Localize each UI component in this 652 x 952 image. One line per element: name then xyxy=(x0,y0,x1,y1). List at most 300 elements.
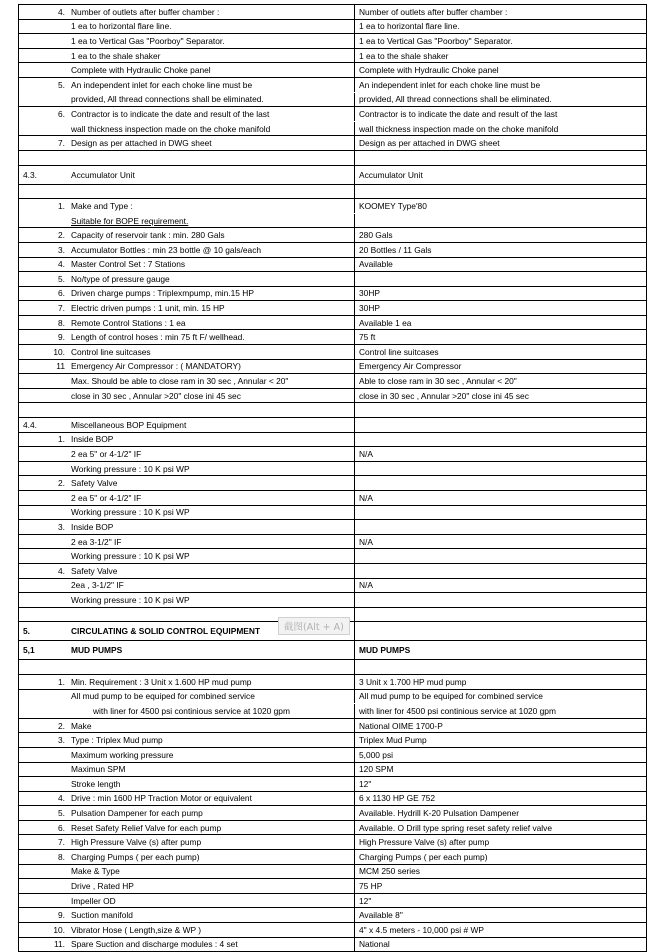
table-row xyxy=(19,360,646,375)
requirement-text: Spare Suction and discharge modules : 4 set xyxy=(71,939,238,950)
offered-cell xyxy=(355,641,646,659)
requirement-cell xyxy=(19,506,355,520)
offered-cell xyxy=(355,748,646,762)
offered-text: Contractor is to indicate the date and result of the last xyxy=(359,108,558,119)
offered-cell xyxy=(355,228,646,242)
requirement-cell xyxy=(19,835,355,849)
offered-cell xyxy=(355,593,646,607)
item-number: 5. xyxy=(58,273,65,284)
table-row xyxy=(19,374,646,389)
offered-text: close in 30 sec , Annular >20" close ini 45 sec xyxy=(359,390,529,401)
offered-text: Able to close ram in 30 sec , Annular < 20" xyxy=(359,376,517,387)
offered-cell xyxy=(355,374,646,388)
requirement-cell xyxy=(19,330,355,344)
requirement-cell xyxy=(19,199,355,213)
requirement-text: No/type of pressure gauge xyxy=(71,273,170,284)
offered-text: Available. O Drill type spring reset safety relief valve xyxy=(359,822,553,833)
requirement-text: Vibrator Hose ( Length,size & WP ) xyxy=(71,924,202,935)
requirement-cell xyxy=(19,579,355,593)
requirement-text: 2 ea 5" or 4-1/2" IF xyxy=(71,492,142,503)
offered-cell xyxy=(355,908,646,922)
offered-cell xyxy=(355,258,646,272)
requirement-text: Make & Type xyxy=(71,866,120,877)
table-row xyxy=(19,938,646,952)
requirement-cell xyxy=(19,403,355,417)
requirement-cell xyxy=(19,20,355,34)
offered-text: 1 ea to horizontal flare line. xyxy=(359,21,460,32)
requirement-cell xyxy=(19,660,355,674)
requirement-text: Min. Requirement : 3 Unit x 1.600 HP mud pump xyxy=(71,676,252,687)
item-number: 3. xyxy=(58,244,65,255)
offered-cell xyxy=(355,733,646,747)
requirement-cell xyxy=(19,641,355,659)
requirement-text: with liner for 4500 psi continious service at 1020 gpm xyxy=(93,705,290,716)
requirement-cell xyxy=(19,166,355,184)
requirement-text: Inside BOP xyxy=(71,521,114,532)
offered-text: Accumulator Unit xyxy=(359,169,423,180)
offered-cell xyxy=(355,777,646,791)
offered-text: High Pressure Valve (s) after pump xyxy=(359,837,490,848)
item-number: 11 xyxy=(56,361,65,372)
requirement-text: Stroke length xyxy=(71,778,121,789)
offered-text: National xyxy=(359,939,390,950)
offered-cell xyxy=(355,78,646,92)
table-row xyxy=(19,719,646,734)
table-row xyxy=(19,228,646,243)
table-row xyxy=(19,136,646,151)
requirement-text: Charging Pumps ( per each pump) xyxy=(71,851,200,862)
item-number: 1. xyxy=(58,434,65,445)
offered-cell xyxy=(355,675,646,689)
offered-cell xyxy=(355,660,646,674)
requirement-text: Driven charge pumps : Triplexmpump, min.15 HP xyxy=(71,288,254,299)
requirement-text: 1 ea to Vertical Gas "Poorboy" Separator. xyxy=(71,35,225,46)
offered-cell xyxy=(355,418,646,432)
offered-text: 30HP xyxy=(359,303,380,314)
offered-cell xyxy=(355,923,646,937)
offered-text: 20 Bottles / 11 Gals xyxy=(359,244,432,255)
table-row xyxy=(19,462,646,477)
item-number: 8. xyxy=(58,851,65,862)
table-row xyxy=(19,107,646,122)
offered-text: All mud pump to be equiped for combined service xyxy=(359,691,543,702)
offered-text: Available. Hydrill K-20 Pulsation Dampener xyxy=(359,808,519,819)
offered-text: Charging Pumps ( per each pump) xyxy=(359,851,488,862)
offered-text: provided, All thread connections shall be eliminated. xyxy=(359,94,552,105)
offered-text: 12" xyxy=(359,778,372,789)
offered-cell xyxy=(355,301,646,315)
requirement-cell xyxy=(19,763,355,777)
requirement-text: 1 ea to horizontal flare line. xyxy=(71,21,172,32)
item-number: 6. xyxy=(58,108,65,119)
item-number: 9. xyxy=(58,910,65,921)
item-number: 11. xyxy=(53,939,65,950)
table-row xyxy=(19,34,646,49)
offered-text: Emergency Air Compressor xyxy=(359,361,462,372)
offered-cell xyxy=(355,433,646,447)
requirement-text: Make xyxy=(71,720,92,731)
offered-text: 280 Gals xyxy=(359,230,393,241)
requirement-cell xyxy=(19,258,355,272)
item-number: 6. xyxy=(58,288,65,299)
requirement-text: 2ea , 3-1/2" IF xyxy=(71,580,124,591)
requirement-cell xyxy=(19,433,355,447)
requirement-cell xyxy=(19,447,355,461)
item-number: 6. xyxy=(58,822,65,833)
offered-text: An independent inlet for each choke line must be xyxy=(359,79,541,90)
requirement-text: Complete with Hydraulic Choke panel xyxy=(71,65,211,76)
offered-cell xyxy=(355,806,646,820)
requirement-cell xyxy=(19,938,355,952)
offered-cell xyxy=(355,622,646,640)
item-number: 4. xyxy=(58,259,65,270)
offered-text: N/A xyxy=(359,449,373,460)
table-row xyxy=(19,821,646,836)
table-row xyxy=(19,258,646,273)
offered-cell xyxy=(355,564,646,578)
requirement-cell xyxy=(19,879,355,893)
item-number: 4. xyxy=(58,793,65,804)
table-row xyxy=(19,491,646,506)
table-row xyxy=(19,243,646,258)
requirement-cell xyxy=(19,704,355,718)
requirement-cell xyxy=(19,894,355,908)
offered-cell xyxy=(355,166,646,184)
requirement-cell xyxy=(19,301,355,315)
requirement-cell xyxy=(19,360,355,374)
requirement-cell xyxy=(19,374,355,388)
requirement-text: Working pressure : 10 K psi WP xyxy=(71,594,190,605)
requirement-text: Impeller OD xyxy=(71,895,116,906)
offered-cell xyxy=(355,316,646,330)
offered-cell xyxy=(355,214,646,228)
offered-cell xyxy=(355,476,646,490)
offered-text: National OIME 1700-P xyxy=(359,720,443,731)
table-row xyxy=(19,476,646,491)
offered-text: Number of outlets after buffer chamber : xyxy=(359,6,508,17)
offered-cell xyxy=(355,151,646,165)
requirement-cell xyxy=(19,719,355,733)
requirement-text: Maximum working pressure xyxy=(71,749,174,760)
requirement-cell xyxy=(19,93,355,107)
requirement-text: provided, All thread connections shall be eliminated. xyxy=(71,94,264,105)
requirement-text: Maximun SPM xyxy=(71,764,126,775)
requirement-text: Electric driven pumps : 1 unit, min. 15 HP xyxy=(71,303,225,314)
offered-cell xyxy=(355,185,646,199)
requirement-text: Capacity of reservoir tank : min. 280 Gals xyxy=(71,230,225,241)
table-row xyxy=(19,579,646,594)
offered-text: with liner for 4500 psi continious service at 1020 gpm xyxy=(359,705,556,716)
offered-text: Available xyxy=(359,259,393,270)
requirement-text: Working pressure : 10 K psi WP xyxy=(71,463,190,474)
table-row xyxy=(19,549,646,564)
offered-text: 1 ea to Vertical Gas "Poorboy" Separator. xyxy=(359,35,513,46)
offered-text: N/A xyxy=(359,536,373,547)
requirement-text: Accumulator Bottles : min 23 bottle @ 10 gals/each xyxy=(71,244,262,255)
offered-text: Available 1 ea xyxy=(359,317,412,328)
requirement-cell xyxy=(19,122,355,136)
table-row xyxy=(19,763,646,778)
table-row xyxy=(19,879,646,894)
table-row xyxy=(19,78,646,93)
offered-text: wall thickness inspection made on the choke manifold xyxy=(359,123,559,134)
requirement-cell xyxy=(19,389,355,403)
requirement-text: Accumulator Unit xyxy=(71,169,135,180)
requirement-cell xyxy=(19,733,355,747)
requirement-cell xyxy=(19,151,355,165)
item-number: 5. xyxy=(58,79,65,90)
requirement-cell xyxy=(19,462,355,476)
requirement-cell xyxy=(19,821,355,835)
offered-text: Triplex Mud Pump xyxy=(359,735,427,746)
requirement-cell xyxy=(19,78,355,92)
item-number: 4. xyxy=(58,6,65,17)
offered-cell xyxy=(355,243,646,257)
offered-text: Control line suitcases xyxy=(359,346,439,357)
offered-cell xyxy=(355,879,646,893)
requirement-cell xyxy=(19,5,355,19)
requirement-text: CIRCULATING & SOLID CONTROL EQUIPMENT xyxy=(71,626,261,637)
requirement-text: Design as per attached in DWG sheet xyxy=(71,138,212,149)
offered-cell xyxy=(355,136,646,150)
item-number: 2. xyxy=(58,230,65,241)
requirement-text: Max. Should be able to close ram in 30 sec , Annular < 20" xyxy=(71,376,289,387)
item-number: 7. xyxy=(58,138,65,149)
requirement-cell xyxy=(19,243,355,257)
table-row xyxy=(19,748,646,763)
offered-cell xyxy=(355,763,646,777)
table-row xyxy=(19,733,646,748)
offered-cell xyxy=(355,20,646,34)
offered-cell xyxy=(355,34,646,48)
offered-cell xyxy=(355,345,646,359)
table-row xyxy=(19,20,646,35)
offered-cell xyxy=(355,506,646,520)
table-row xyxy=(19,199,646,214)
table-row xyxy=(19,93,646,108)
offered-text: 12" xyxy=(359,895,372,906)
requirement-text: Control line suitcases xyxy=(71,346,151,357)
spacer-row xyxy=(19,660,646,675)
offered-cell xyxy=(355,549,646,563)
item-number: 2. xyxy=(58,478,65,489)
screenshot-hint-overlay: 截图(Alt + A) xyxy=(278,617,350,635)
offered-cell xyxy=(355,792,646,806)
requirement-text: MUD PUMPS xyxy=(71,645,123,656)
offered-cell xyxy=(355,938,646,952)
offered-cell xyxy=(355,850,646,864)
requirement-cell xyxy=(19,748,355,762)
requirement-text: Contractor is to indicate the date and result of the last xyxy=(71,108,270,119)
item-number: 3. xyxy=(58,735,65,746)
table-row xyxy=(19,506,646,521)
offered-text: MCM 250 series xyxy=(359,866,420,877)
requirement-text: High Pressure Valve (s) after pump xyxy=(71,837,202,848)
offered-cell xyxy=(355,865,646,879)
offered-cell xyxy=(355,5,646,19)
item-number: 7. xyxy=(58,837,65,848)
table-row xyxy=(19,593,646,608)
requirement-text: Suitable for BOPE requirement. xyxy=(71,215,189,226)
requirement-cell xyxy=(19,865,355,879)
requirement-text: wall thickness inspection made on the choke manifold xyxy=(71,123,271,134)
requirement-text: Working pressure : 10 K psi WP xyxy=(71,507,190,518)
requirement-text: Length of control hoses : min 75 ft F/ wellhead. xyxy=(71,332,245,343)
offered-cell xyxy=(355,107,646,121)
table-row xyxy=(19,777,646,792)
table-row xyxy=(19,63,646,78)
table-row xyxy=(19,923,646,938)
offered-text: 75 HP xyxy=(359,881,383,892)
requirement-cell xyxy=(19,535,355,549)
offered-cell xyxy=(355,63,646,77)
offered-cell xyxy=(355,360,646,374)
requirement-cell xyxy=(19,214,355,228)
table-row xyxy=(19,122,646,137)
requirement-text: Emergency Air Compressor : ( MANDATORY) xyxy=(71,361,241,372)
requirement-cell xyxy=(19,491,355,505)
offered-cell xyxy=(355,704,646,718)
requirement-text: An independent inlet for each choke line must be xyxy=(71,79,253,90)
offered-cell xyxy=(355,122,646,136)
table-row xyxy=(19,908,646,923)
offered-cell xyxy=(355,462,646,476)
offered-text: 5,000 psi xyxy=(359,749,393,760)
table-row xyxy=(19,564,646,579)
requirement-text: close in 30 sec , Annular >20" close ini 45 sec xyxy=(71,390,241,401)
item-number: 9. xyxy=(58,332,65,343)
table-row xyxy=(19,330,646,345)
section-number: 4.3. xyxy=(23,169,37,180)
table-row xyxy=(19,704,646,719)
requirement-text: 2 ea 5" or 4-1/2" IF xyxy=(71,449,142,460)
offered-text: 4" x 4.5 meters - 10,000 psi # WP xyxy=(359,924,484,935)
table-row xyxy=(19,535,646,550)
offered-cell xyxy=(355,287,646,301)
offered-cell xyxy=(355,894,646,908)
table-row xyxy=(19,5,646,20)
table-row xyxy=(19,806,646,821)
requirement-cell xyxy=(19,136,355,150)
section-number: 5. xyxy=(23,626,30,637)
offered-cell xyxy=(355,389,646,403)
table-row xyxy=(19,418,646,433)
offered-cell xyxy=(355,447,646,461)
offered-text: Design as per attached in DWG sheet xyxy=(359,138,500,149)
table-row xyxy=(19,835,646,850)
requirement-cell xyxy=(19,520,355,534)
offered-cell xyxy=(355,272,646,286)
table-row xyxy=(19,214,646,229)
section-number: 4.4. xyxy=(23,419,37,430)
table-row xyxy=(19,272,646,287)
offered-cell xyxy=(355,535,646,549)
offered-text: KOOMEY Type'80 xyxy=(359,200,427,211)
table-row xyxy=(19,447,646,462)
requirement-text: Number of outlets after buffer chamber : xyxy=(71,6,220,17)
table-row xyxy=(19,389,646,404)
requirement-cell xyxy=(19,63,355,77)
table-row xyxy=(19,287,646,302)
spec-table xyxy=(18,4,647,952)
requirement-text: Reset Safety Relief Valve for each pump xyxy=(71,822,222,833)
requirement-cell xyxy=(19,287,355,301)
item-number: 10. xyxy=(53,346,65,357)
offered-cell xyxy=(355,49,646,63)
offered-cell xyxy=(355,491,646,505)
table-row xyxy=(19,675,646,690)
offered-text: Complete with Hydraulic Choke panel xyxy=(359,65,499,76)
requirement-text: Master Control Set : 7 Stations xyxy=(71,259,186,270)
table-row xyxy=(19,690,646,705)
item-number: 10. xyxy=(53,924,65,935)
table-row xyxy=(19,433,646,448)
item-number: 8. xyxy=(58,317,65,328)
offered-cell xyxy=(355,520,646,534)
offered-cell xyxy=(355,199,646,213)
item-number: 3. xyxy=(58,521,65,532)
item-number: 7. xyxy=(58,303,65,314)
table-row xyxy=(19,49,646,64)
requirement-cell xyxy=(19,806,355,820)
requirement-cell xyxy=(19,345,355,359)
requirement-cell xyxy=(19,549,355,563)
spacer-row xyxy=(19,185,646,200)
item-number: 1. xyxy=(58,676,65,687)
offered-text: N/A xyxy=(359,580,373,591)
offered-cell xyxy=(355,403,646,417)
table-row xyxy=(19,894,646,909)
requirement-text: Miscellaneous BOP Equipment xyxy=(71,419,187,430)
offered-text: N/A xyxy=(359,492,373,503)
requirement-text: Safety Valve xyxy=(71,565,118,576)
offered-cell xyxy=(355,608,646,622)
offered-cell xyxy=(355,330,646,344)
table-row xyxy=(19,345,646,360)
requirement-cell xyxy=(19,316,355,330)
item-number: 1. xyxy=(58,200,65,211)
requirement-cell xyxy=(19,185,355,199)
requirement-text: 1 ea to the shale shaker xyxy=(71,50,161,61)
table-row xyxy=(19,850,646,865)
requirement-cell xyxy=(19,850,355,864)
requirement-text: Suction manifold xyxy=(71,910,133,921)
requirement-cell xyxy=(19,675,355,689)
requirement-cell xyxy=(19,228,355,242)
table-row xyxy=(19,792,646,807)
spacer-row xyxy=(19,403,646,418)
offered-text: Available 8" xyxy=(359,910,403,921)
item-number: 4. xyxy=(58,565,65,576)
requirement-text: Working pressure : 10 K psi WP xyxy=(71,551,190,562)
requirement-text: Pulsation Dampener for each pump xyxy=(71,808,203,819)
requirement-text: Inside BOP xyxy=(71,434,114,445)
table-row xyxy=(19,641,646,660)
requirement-cell xyxy=(19,418,355,432)
requirement-cell xyxy=(19,690,355,704)
offered-text: 3 Unit x 1.700 HP mud pump xyxy=(359,676,467,687)
offered-cell xyxy=(355,719,646,733)
offered-cell xyxy=(355,690,646,704)
requirement-cell xyxy=(19,777,355,791)
offered-cell xyxy=(355,835,646,849)
requirement-cell xyxy=(19,49,355,63)
requirement-cell xyxy=(19,908,355,922)
offered-text: MUD PUMPS xyxy=(359,645,411,656)
requirement-cell xyxy=(19,564,355,578)
requirement-cell xyxy=(19,272,355,286)
item-number: 5. xyxy=(58,808,65,819)
